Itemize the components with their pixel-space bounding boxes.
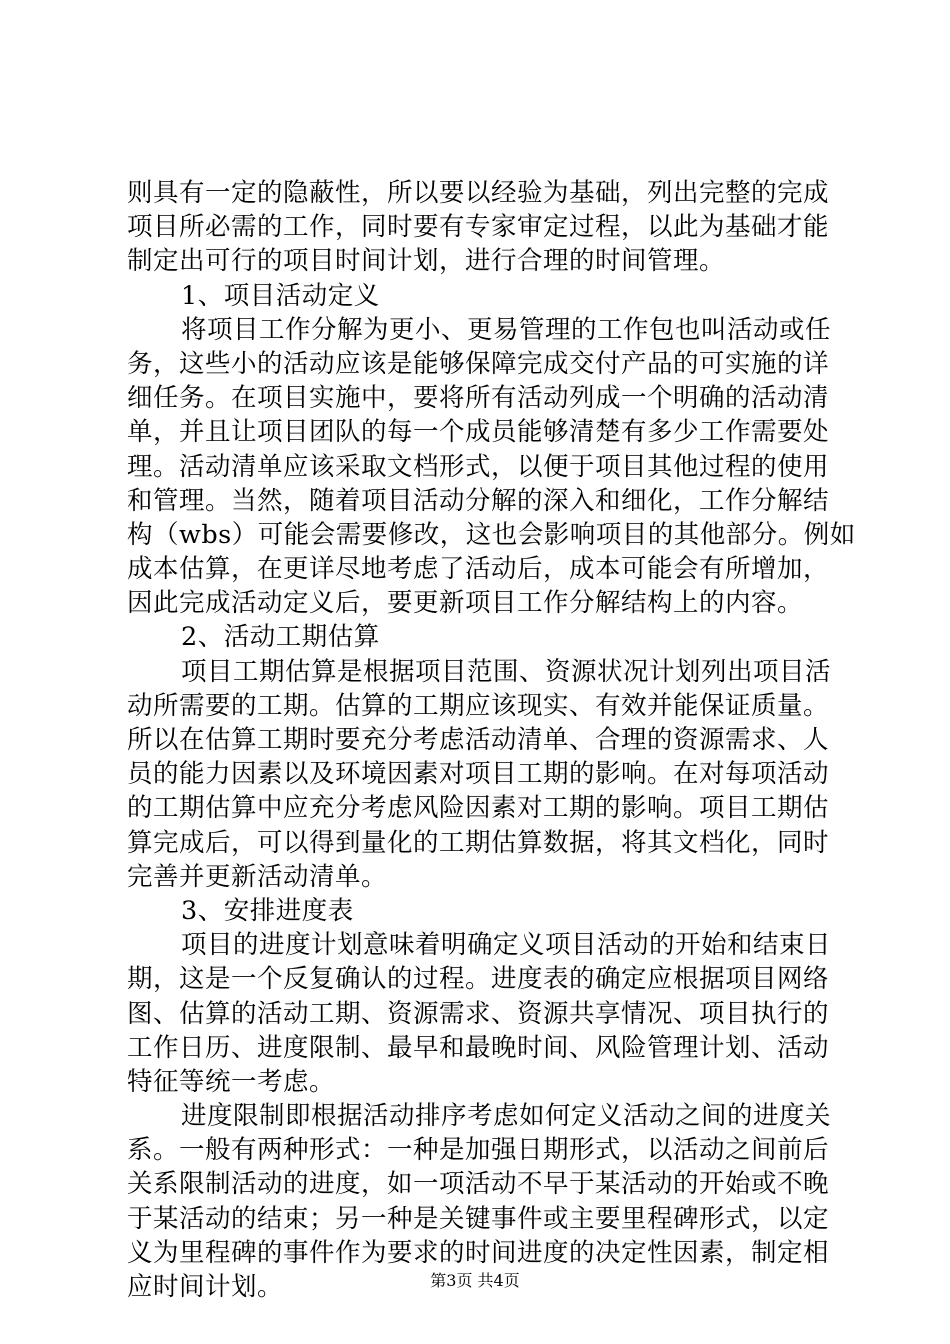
text-line: 期，这是一个反复确认的过程。进度表的确定应根据项目网络 [127,964,830,995]
text-line: 的工期估算中应充分考虑风险因素对工期的影响。项目工期估 [127,793,830,824]
page-footer: 第3页 共4页 [430,1271,520,1290]
text-line: 完善并更新活动清单。 [127,861,388,892]
text-line: 系。一般有两种形式：一种是加强日期形式，以活动之间前后 [127,1135,830,1166]
text-line: 单，并且让项目团队的每一个成员能够清楚有多少工作需要处 [127,417,830,448]
paragraph-start-line: 项目工期估算是根据项目范围、资源状况计划列出项目活 [181,656,832,687]
document-body [127,176,856,1304]
text-line: 特征等统一考虑。 [127,1066,336,1097]
text-line: 和管理。当然，随着项目活动分解的深入和细化，工作分解结 [127,485,830,516]
paragraph-start-line: 2、活动工期估算 [181,622,380,653]
text-line: 图、估算的活动工期、资源需求、资源共享情况、项目执行的 [127,998,830,1029]
text-line: 关系限制活动的进度，如一项活动不早于某活动的开始或不晚 [127,1169,830,1200]
text-line: 成本估算，在更详尽地考虑了活动后，成本可能会有所增加， [127,554,830,585]
text-line: 于某活动的结束；另一种是关键事件或主要里程碑形式，以定 [127,1203,830,1234]
paragraph-start-line: 将项目工作分解为更小、更易管理的工作包也叫活动或任 [181,314,832,345]
text-line: 理。活动清单应该采取文档形式，以便于项目其他过程的使用 [127,451,830,482]
paragraph-start-line: 进度限制即根据活动排序考虑如何定义活动之间的进度关 [181,1101,832,1132]
text-line: 所以在估算工期时要充分考虑活动清单、合理的资源需求、人 [127,725,830,755]
text-line: 员的能力因素以及环境因素对项目工期的影响。在对每项活动 [127,759,830,790]
paragraph-start-line: 项目的进度计划意味着明确定义项目活动的开始和结束日 [181,930,832,961]
paragraph-start-line: 1、项目活动定义 [181,280,380,311]
text-line: 工作日历、进度限制、最早和最晚时间、风险管理计划、活动 [127,1032,830,1063]
text-line: 动所需要的工期。估算的工期应该现实、有效并能保证质量。 [127,690,830,721]
text-line: 则具有一定的隐蔽性，所以要以经验为基础，列出完整的完成 [127,178,830,208]
text-line: 因此完成活动定义后，要更新项目工作分解结构上的内容。 [127,588,804,619]
paragraph-start-line: 3、安排进度表 [181,895,354,926]
text-line: 算完成后，可以得到量化的工期估算数据，将其文档化，同时 [127,827,830,858]
text-line: 应时间计划。 [127,1272,284,1302]
text-line: 制定出可行的项目时间计划，进行合理的时间管理。 [127,246,726,277]
text-line: 构（wbs）可能会需要修改，这也会影响项目的其他部分。例如 [127,519,856,550]
text-line: 项目所必需的工作，同时要有专家审定过程，以此为基础才能 [127,212,830,243]
text-line: 务，这些小的活动应该是能够保障完成交付产品的可实施的详 [127,348,830,379]
text-line: 细任务。在项目实施中，要将所有活动列成一个明确的活动清 [127,383,830,414]
text-line: 义为里程碑的事件作为要求的时间进度的决定性因素，制定相 [127,1237,830,1268]
